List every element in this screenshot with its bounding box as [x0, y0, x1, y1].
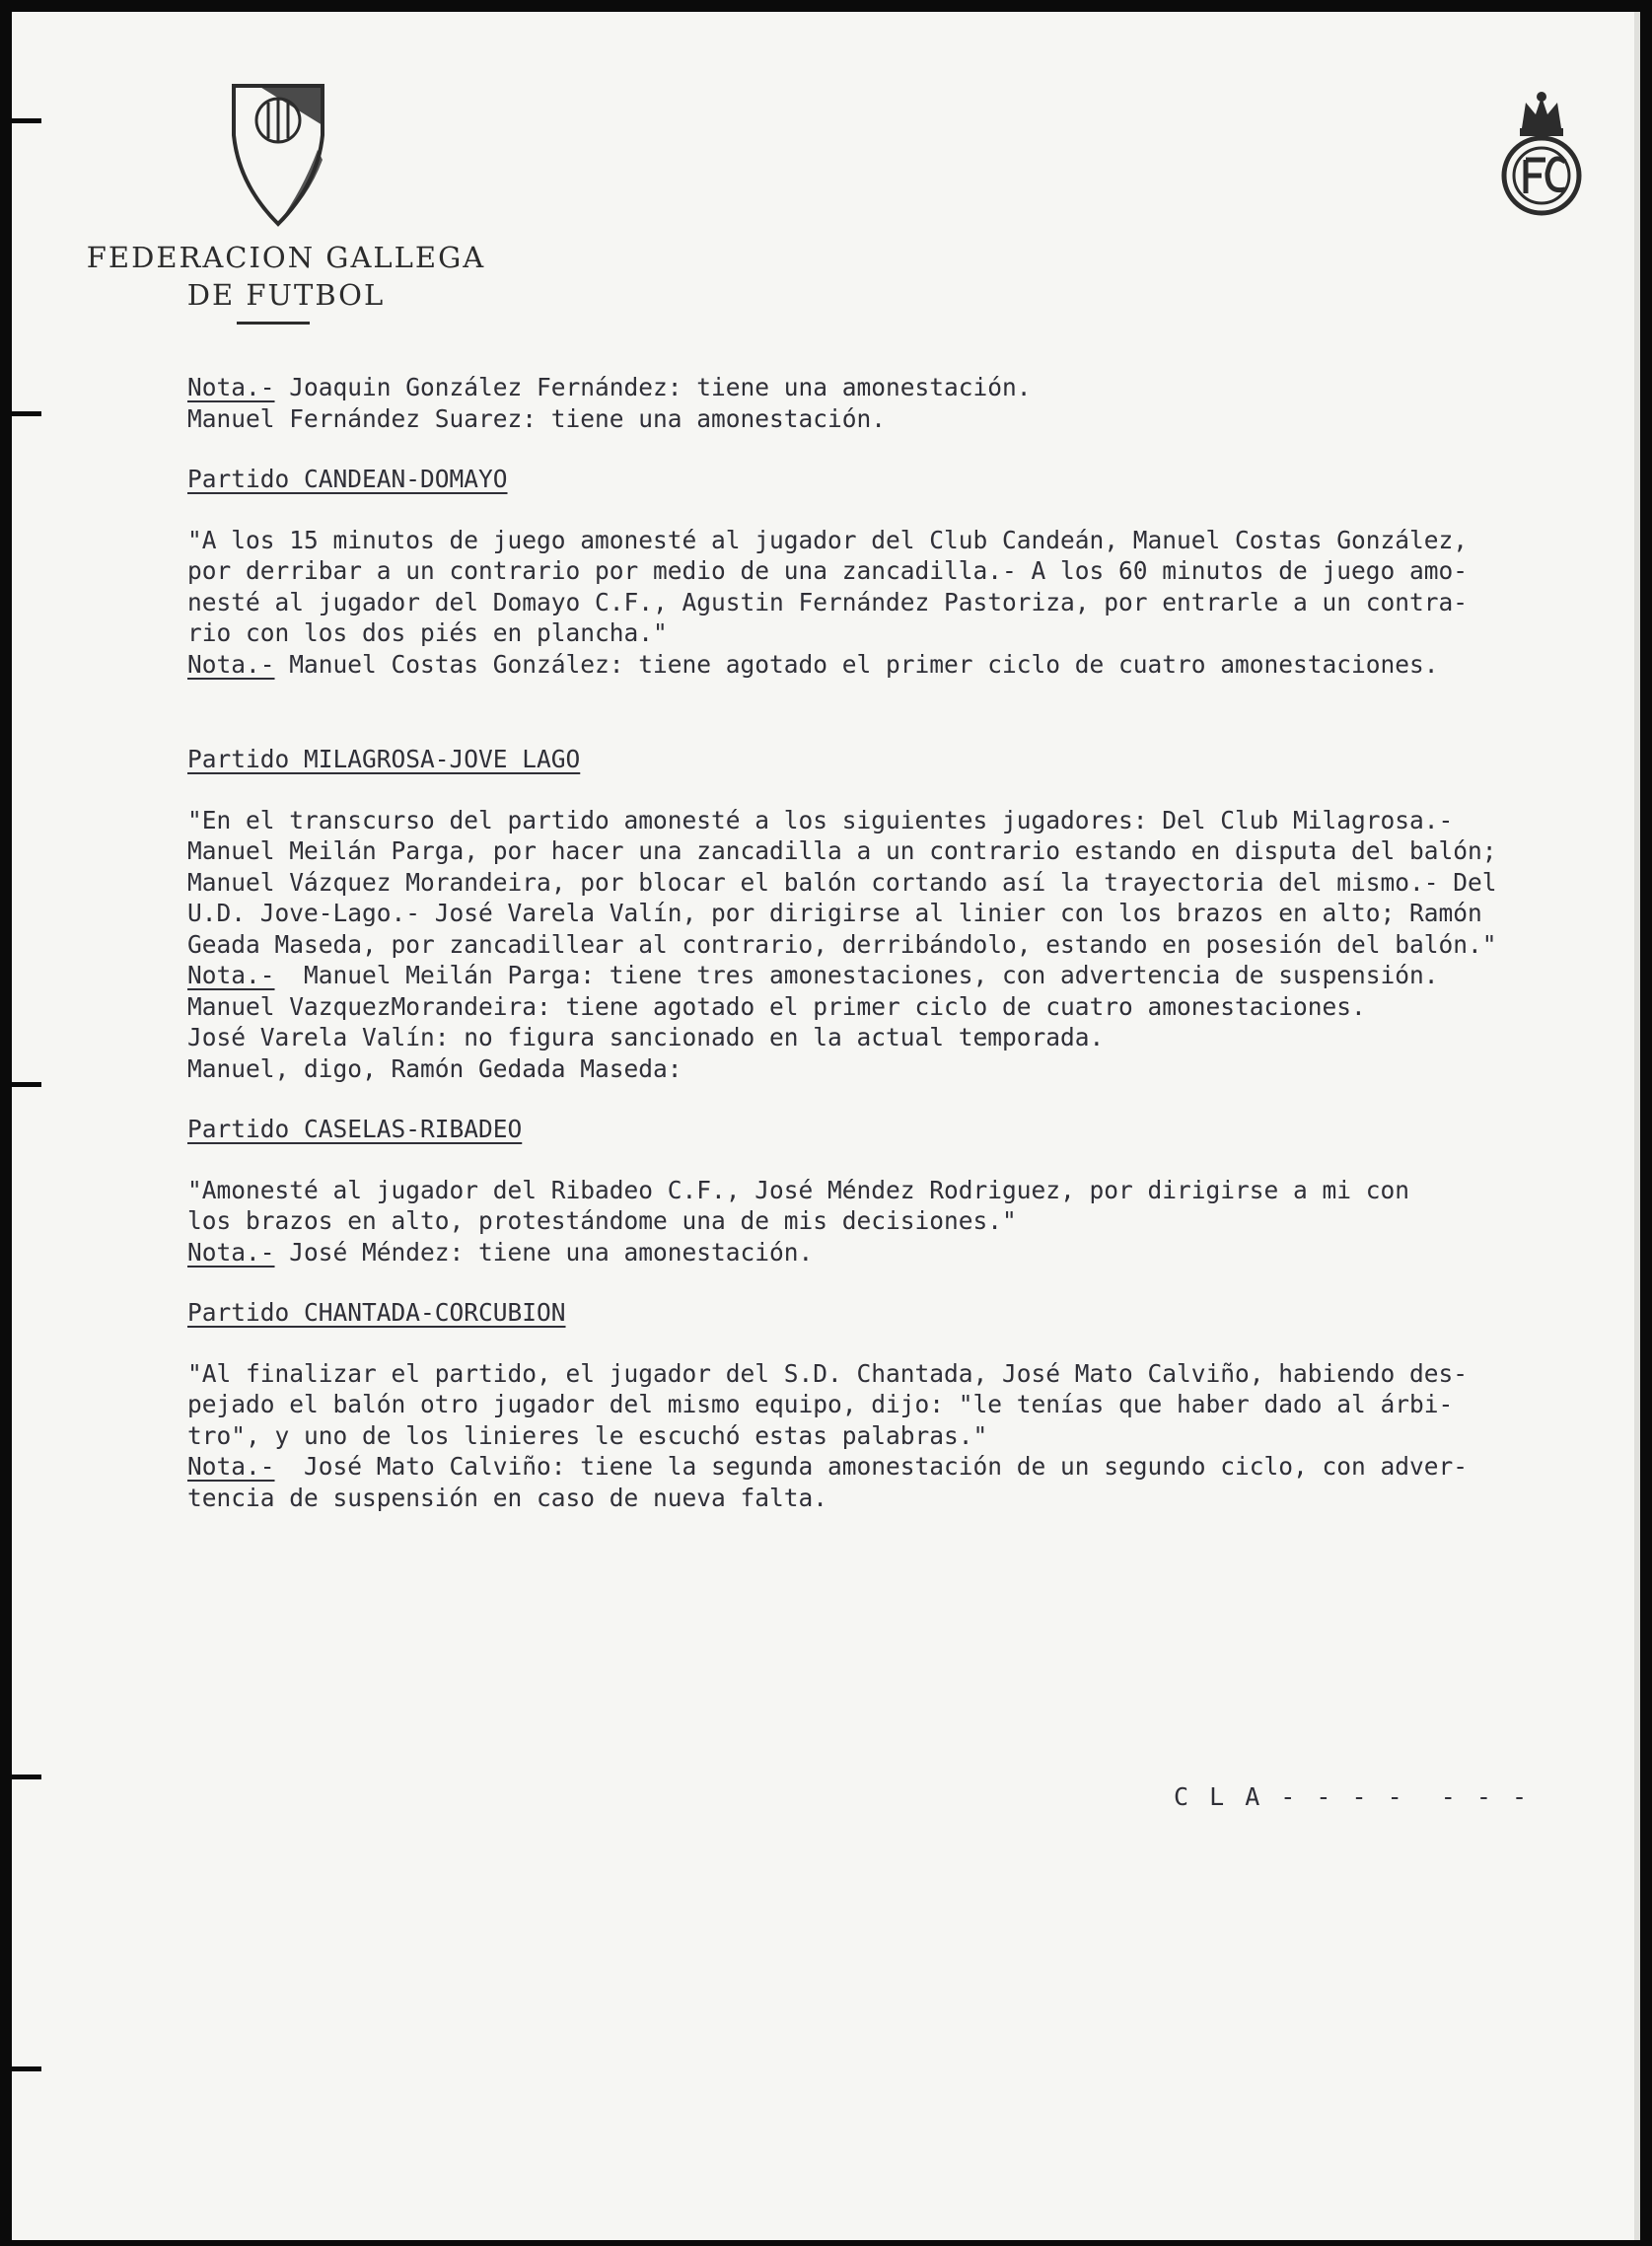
partido-heading: Partido CANDEAN-DOMAYO — [187, 465, 508, 493]
text-line: Nota.- Joaquin González Fernández: tiene una amonestación. — [187, 373, 1032, 401]
partido-heading: Partido CASELAS-RIBADEO — [187, 1115, 523, 1143]
text-line: Nota.- Manuel Costas González: tiene agotado el primer ciclo de cuatro amonestaciones. — [187, 649, 1439, 679]
text-line: Manuel VazquezMorandeira: tiene agotado el primer ciclo de cuatro amonestaciones. — [187, 991, 1366, 1021]
text-line: "A los 15 minutos de juego amonesté al jugador del Club Candeán, Manuel Costas González, — [187, 525, 1469, 554]
text-line: rio con los dos piés en plancha." — [187, 618, 668, 647]
punch-hole-mark — [12, 1082, 41, 1087]
text-line: Manuel, digo, Ramón Gedada Maseda: — [187, 1053, 682, 1083]
punch-hole-mark — [12, 411, 41, 416]
text-line: "En el transcurso del partido amonesté a los siguientes jugadores: Del Club Milagrosa.- — [187, 805, 1454, 834]
org-name-line2: DE FUTBOL — [186, 278, 386, 312]
crown-emblem-icon — [1496, 89, 1587, 217]
nota-label: Nota.- — [187, 373, 275, 401]
text-line: Geada Maseda, por zancadillear al contrario, derribándolo, estando en posesión del balón." — [187, 929, 1497, 959]
org-name-line1: FEDERACION GALLEGA — [86, 241, 486, 274]
closing-mark: C L A - - - - - - - — [1174, 1782, 1531, 1811]
text-line: U.D. Jove-Lago.- José Varela Valín, por dirigirse al linier con los brazos en alto; Ramón — [187, 899, 1482, 927]
page-edge — [1634, 12, 1640, 2240]
document-page — [12, 12, 1640, 2240]
partido-heading: Partido MILAGROSA-JOVE LAGO — [187, 745, 581, 773]
text-line: Manuel Fernández Suarez: tiene una amonestación. — [187, 403, 887, 433]
punch-hole-mark — [12, 1775, 41, 1779]
text-line: Nota.- Manuel Meilán Parga: tiene tres amonestaciones, con advertencia de suspensión. — [187, 961, 1439, 989]
document-body — [187, 372, 1627, 1513]
nota-label: Nota.- — [187, 649, 275, 679]
nota-label: Nota.- — [187, 961, 275, 989]
text-line: Manuel Vázquez Morandeira, por blocar el balón cortando así la trayectoria del mismo.- Del — [187, 867, 1497, 897]
nota-label: Nota.- — [187, 1452, 275, 1481]
text-line: tro", y uno de los linieres le escuchó estas palabras." — [187, 1420, 988, 1450]
text-line: los brazos en alto, protestándome una de mis decisiones." — [187, 1206, 1017, 1235]
nota-label: Nota.- — [187, 1237, 275, 1267]
text-line: nesté al jugador del Domayo C.F., Agustin Fernández Pastoriza, por entrarle a un contra- — [187, 587, 1469, 616]
text-line: "Al finalizar el partido, el jugador del S.D. Chantada, José Mato Calviño, habiendo des- — [187, 1358, 1469, 1388]
text-line: Manuel Meilán Parga, por hacer una zancadilla a un contrario estando en disputa del balón; — [187, 836, 1497, 865]
text-line: Nota.- José Mato Calviño: tiene la segunda amonestación de un segundo ciclo, con adver- — [187, 1452, 1469, 1481]
text-line: por derribar a un contrario por medio de una zancadilla.- A los 60 minutos de juego amo- — [187, 556, 1469, 585]
partido-heading: Partido CHANTADA-CORCUBION — [187, 1298, 566, 1327]
org-underline — [237, 322, 310, 325]
text-line: "Amonesté al jugador del Ribadeo C.F., José Méndez Rodriguez, por dirigirse a mi con — [187, 1175, 1410, 1204]
punch-hole-mark — [12, 2066, 41, 2071]
text-line: Nota.- José Méndez: tiene una amonestación. — [187, 1237, 814, 1267]
text-line: José Varela Valín: no figura sancionado en la actual temporada. — [187, 1023, 1105, 1051]
punch-hole-mark — [12, 118, 41, 123]
shield-emblem-icon — [229, 81, 327, 229]
organization-name — [59, 239, 513, 314]
text-line: tencia de suspensión en caso de nueva falta. — [187, 1483, 828, 1512]
text-line: pejado el balón otro jugador del mismo equipo, dijo: "le tenías que haber dado al árbi- — [187, 1390, 1454, 1418]
